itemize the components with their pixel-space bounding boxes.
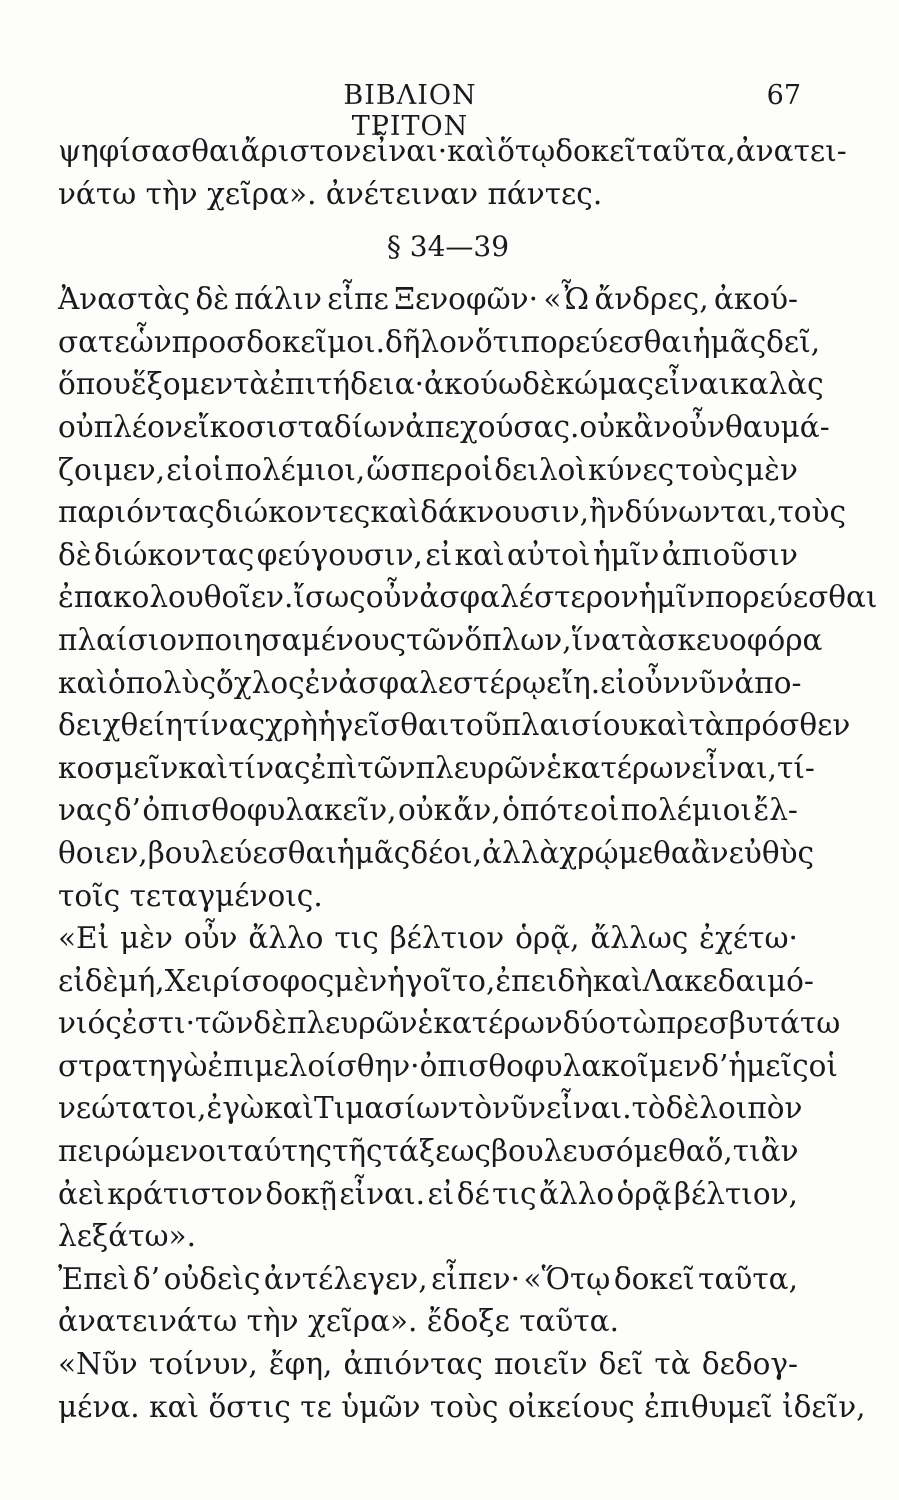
text-line: παριόντας διώκοντες καὶ δάκνουσιν, ἢν δύνωνται, τοὺς	[58, 495, 846, 530]
text-line: στρατηγὼ ἐπιμελοίσθην· ὀπισθοφυλακοῖμεν δ’ ἡμεῖς οἱ	[58, 1048, 838, 1083]
text-line: «Νῦν τοίνυν, ἔφη, ἀπιόντας ποιεῖν δεῖ τὰ δεδογ-	[58, 1347, 798, 1382]
text-line: ἀεὶ κράτιστον δοκῇ εἶναι. εἰ δέ τις ἄλλο ὁρᾷ βέλτιον,	[58, 1176, 798, 1211]
text-line: Ἀναστὰς δὲ πάλιν εἶπε Ξενοφῶν· «Ὦ ἄνδρες, ἀκού-	[58, 282, 798, 317]
text-line: ψηφίσασθαι ἄριστον εἶναι· καὶ ὅτῳ δοκεῖ ταῦτα, ἀνατει-	[58, 134, 847, 168]
running-title: ΒΙΒΛΙΟΝ ΤΡΙΤΟΝ	[343, 80, 477, 142]
text-line: λεξάτω».	[58, 1219, 196, 1254]
text-line: πειρώμενοι ταύτης τῆς τάξεως βουλευσόμεθα ὅ,τι ἂν	[58, 1134, 799, 1169]
text-line: εἰ δὲ μή, Χειρίσοφος μὲν ἡγοῖτο, ἐπειδὴ καὶ Λακεδαιμό-	[58, 963, 814, 998]
text-line: δειχθείη τίνας χρὴ ἡγεῖσθαι τοῦ πλαισίου καὶ τὰ πρόσθεν	[58, 708, 851, 743]
section-heading: § 34—39	[386, 230, 510, 264]
text-line: ζοιμεν, εἰ οἱ πολέμιοι, ὥσπερ οἱ δειλοὶ κύνες τοὺς μὲν	[58, 452, 798, 487]
text-line: νάτω τὴν χεῖρα». ἀνέτειναν πάντες.	[58, 176, 603, 211]
text-line: πλαίσιον ποιησαμένους τῶν ὅπλων, ἵνα τὰ σκευοφόρα	[58, 622, 823, 657]
text-line: κοσμεῖν καὶ τίνας ἐπὶ τῶν πλευρῶν ἑκατέρων εἶναι, τί-	[58, 750, 815, 785]
text-line: «Εἰ μὲν οὖν ἄλλο τις βέλτιον ὁρᾷ, ἄλλως ἐχέτω·	[58, 921, 798, 956]
page-number: 67	[766, 80, 801, 111]
text-line: Ἐπεὶ δ’ οὐδεὶς ἀντέλεγεν, εἶπεν· «Ὅτῳ δοκεῖ ταῦτα,	[58, 1261, 798, 1296]
text-line: καὶ ὁ πολὺς ὄχλος ἐν ἀσφαλεστέρῳ εἴη. εἰ οὖν νῦν ἀπο-	[58, 665, 802, 700]
text-line: νας δ’ ὀπισθοφυλακεῖν, οὐκ ἄν, ὁπότε οἱ πολέμιοι ἔλ-	[58, 793, 798, 828]
text-line: σατε ὧν προσδοκεῖ μοι. δῆλον ὅτι πορεύεσθαι ἡμᾶς δεῖ,	[58, 324, 821, 359]
text-line: νεώτατοι, ἐγὼ καὶ Τιμασίων τὸ νῦν εἶναι. τὸ δὲ λοιπὸν	[58, 1091, 803, 1126]
text-line: ὅπου ἕξομεν τὰ ἐπιτήδεια· ἀκούω δὲ κώμας εἶναι καλὰς	[58, 367, 824, 402]
text-line: θοιεν, βουλεύεσθαι ἡμᾶς δέοι, ἀλλὰ χρῴμεθα ἂν εὐθὺς	[58, 835, 815, 870]
text-line: οὐ πλέον εἴκοσι σταδίων ἀπεχούσας. οὐκ ἂν οὖν θαυμά-	[58, 409, 830, 444]
text-line: ἀνατεινάτω τὴν χεῖρα». ἔδοξε ταῦτα.	[58, 1304, 619, 1339]
text-line: ἐπακολουθοῖεν. ἴσως οὖν ἀσφαλέστερον ἡμῖν πορεύεσθαι	[58, 580, 878, 615]
text-line: μένα. καὶ ὅστις τε ὑμῶν τοὺς οἰκείους ἐπιθυμεῖ ἰδεῖν,	[58, 1389, 866, 1424]
text-body	[58, 130, 878, 1428]
text-line: τοῖς τεταγμένοις.	[58, 878, 323, 913]
text-line: δὲ διώκοντας φεύγουσιν, εἰ καὶ αὐτοὶ ἡμῖν ἀπιοῦσιν	[58, 537, 798, 572]
text-line: νιός ἐστι· τῶν δὲ πλευρῶν ἑκατέρων δύο τὼ πρεσβυτάτω	[58, 1006, 841, 1041]
